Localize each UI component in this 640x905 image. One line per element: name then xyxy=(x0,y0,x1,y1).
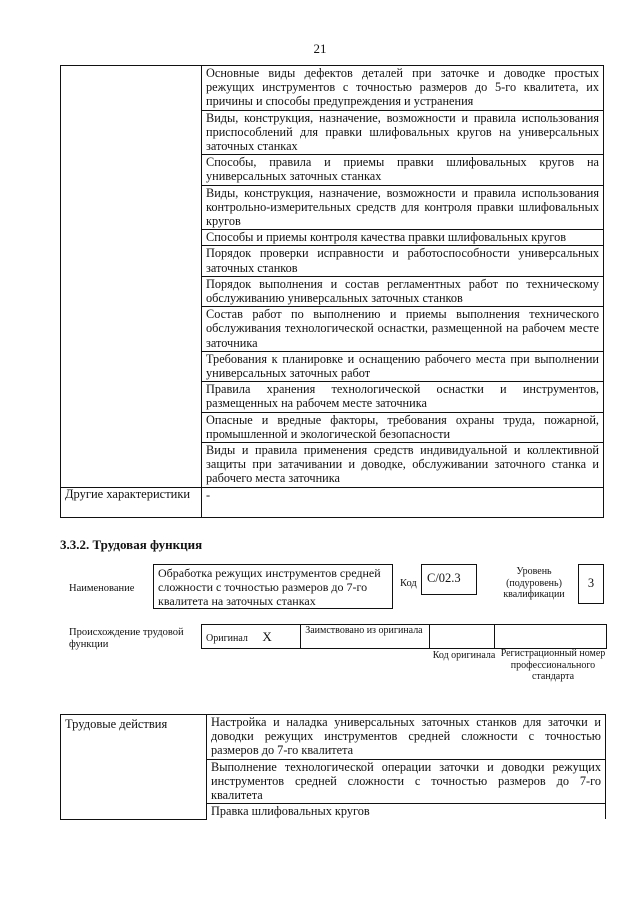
page-number: 21 xyxy=(313,41,327,56)
origin-original-cell xyxy=(202,625,301,649)
qualification-level-value: 3 xyxy=(578,564,604,604)
code-value: С/02.3 xyxy=(421,564,477,595)
knowledge-item: Порядок проверки исправности и работоспособности универсальных заточных станков xyxy=(202,246,604,276)
row-label-empty xyxy=(61,66,202,488)
table-row xyxy=(61,487,604,517)
knowledge-item: Виды и правила применения средств индивидуальной и коллективной защиты при затачивании и доводке, обслуживании заточного станка и рабочего места заточника xyxy=(202,443,604,488)
table-row xyxy=(61,715,606,760)
origin-table xyxy=(201,624,607,649)
labour-action-item: Настройка и наладка универсальных заточных станков для заточки и доводки режущих инструментов средней сложности с точностью размеров до 7-го квалитета xyxy=(207,715,606,760)
code-label: Код xyxy=(400,578,417,589)
table-row xyxy=(61,66,604,111)
labour-actions-table xyxy=(60,714,606,820)
knowledge-item: Требования к планировке и оснащению рабочего места при выполнении универсальных заточных работ xyxy=(202,351,604,381)
knowledge-item: Правила хранения технологической оснастки и инструментов, размещенных на рабочем месте заточника xyxy=(202,382,604,412)
other-characteristics-label: Другие характеристики xyxy=(61,487,202,517)
original-mark: X xyxy=(262,628,272,644)
registration-number-cell xyxy=(494,625,606,649)
knowledge-item: Состав работ по выполнению и приемы выполнения технического обслуживания технологической оснастки, размещенной на рабочем месте заточника xyxy=(202,307,604,352)
labour-actions-label: Трудовые действия xyxy=(61,715,207,820)
origin-label: Происхождение трудовой функции xyxy=(69,627,184,650)
code-original-caption: Код оригинала xyxy=(432,650,496,661)
original-label: Оригинал xyxy=(206,632,248,644)
function-name-label: Наименование xyxy=(69,583,135,594)
section-title: 3.3.2. Трудовая функция xyxy=(60,537,203,552)
code-original-cell xyxy=(429,625,494,649)
labour-action-item: Правка шлифовальных кругов xyxy=(207,804,606,820)
knowledge-item: Способы и приемы контроля качества правки шлифовальных кругов xyxy=(202,230,604,246)
knowledge-item: Основные виды дефектов деталей при заточке и доводке простых режущих инструментов с точностью размеров до 5-го квалитета, их причины и способы предупреждения и устранения xyxy=(202,66,604,111)
registration-number-caption: Регистрационный номер профессионального стандарта xyxy=(500,648,606,682)
borrowed-label: Заимствовано из оригинала xyxy=(301,625,429,649)
function-name-value: Обработка режущих инструментов средней сложности с точностью размеров до 7-го квалитета на заточных станках xyxy=(153,564,393,609)
table-row xyxy=(202,625,607,649)
knowledge-item: Порядок выполнения и состав регламентных работ по техническому обслуживанию универсальных заточных станков xyxy=(202,276,604,306)
other-characteristics-value: - xyxy=(202,487,604,517)
knowledge-item: Виды, конструкция, назначение, возможности и правила использования контрольно-измерительных средств для контроля правки шлифовальных кругов xyxy=(202,185,604,230)
knowledge-item: Опасные и вредные факторы, требования охраны труда, пожарной, промышленной и экологической безопасности xyxy=(202,412,604,442)
knowledge-table xyxy=(60,65,604,518)
knowledge-item: Способы, правила и приемы правки шлифовальных кругов на универсальных заточных станках xyxy=(202,155,604,185)
labour-action-item: Выполнение технологической операции заточки и доводки режущих инструментов средней сложности с точностью размеров до 7-го квалитета xyxy=(207,759,606,804)
knowledge-item: Виды, конструкция, назначение, возможности и правила использования приспособлений для правки шлифовальных кругов на универсальных заточных станках xyxy=(202,110,604,155)
qualification-level-label: Уровень (подуровень) квалификации xyxy=(503,566,565,600)
